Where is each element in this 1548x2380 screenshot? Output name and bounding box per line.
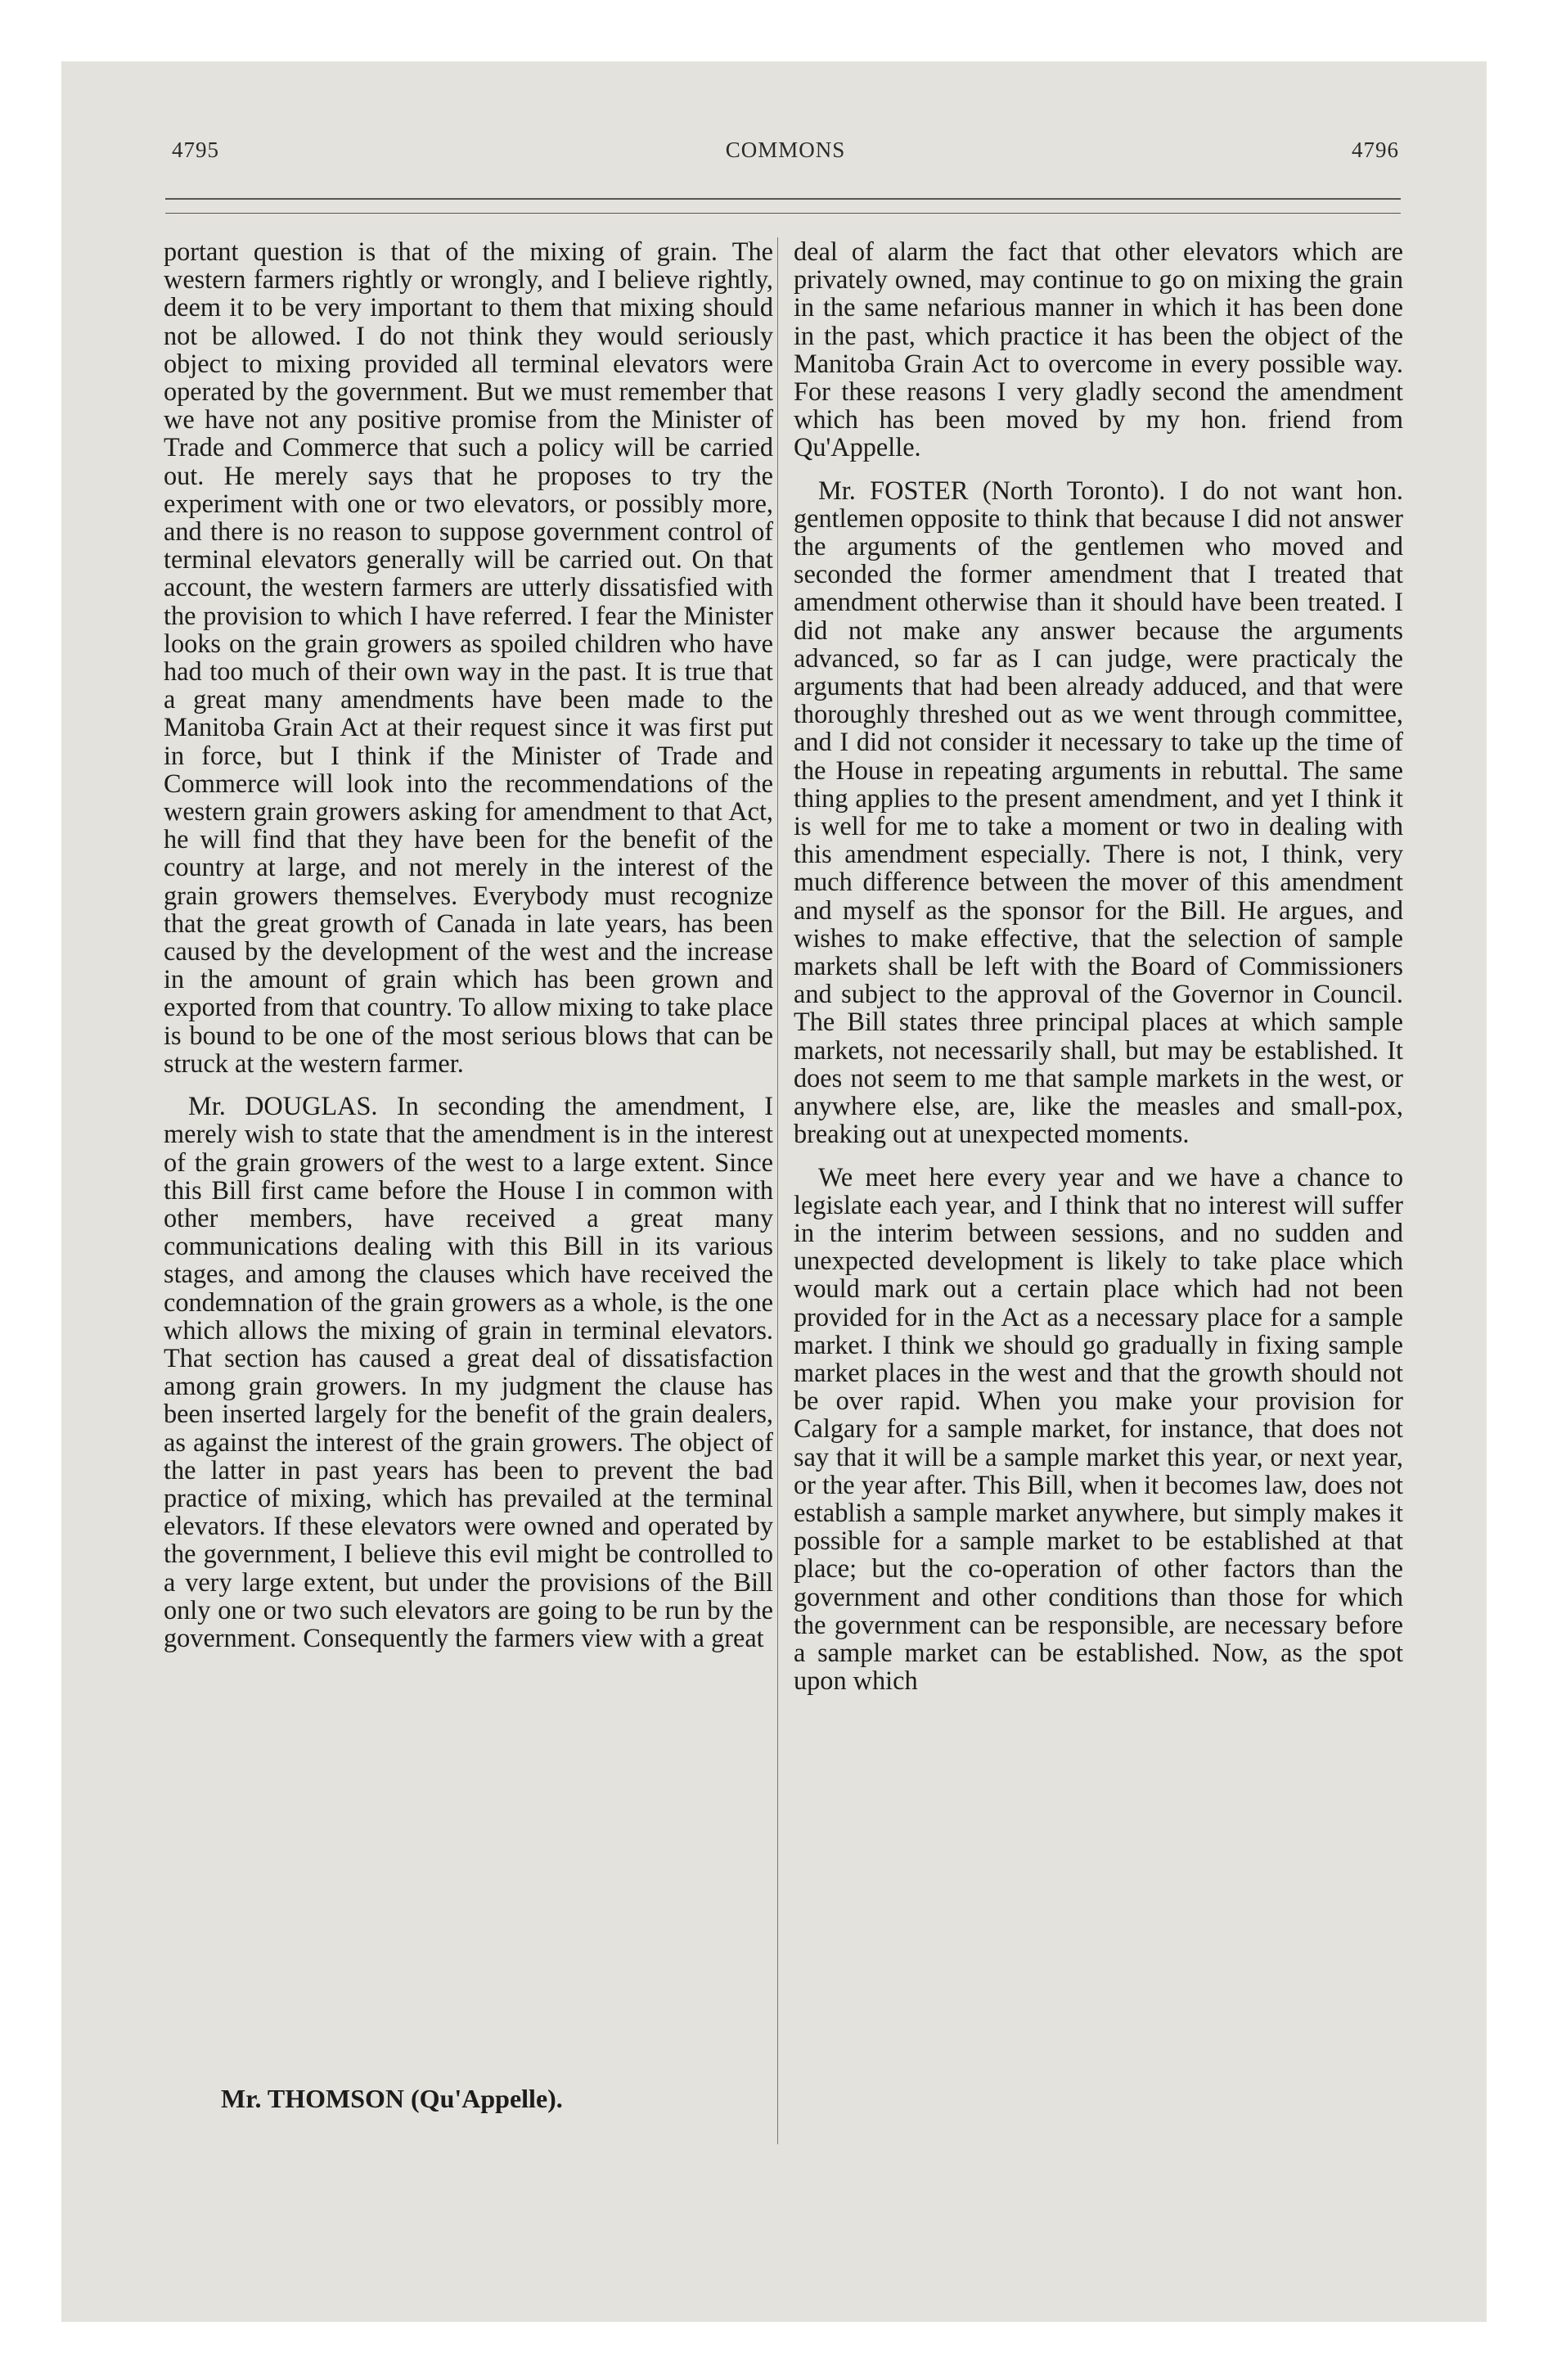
speaker-name: Mr. FOSTER (North Toronto). <box>818 475 1166 505</box>
right-column <box>794 237 1403 1694</box>
speaker-name: Mr. DOUGLAS. <box>188 1091 378 1121</box>
header-rule <box>165 198 1401 200</box>
running-title: COMMONS <box>725 137 846 162</box>
speech-text: I do not want hon. gentlemen opposite to think that because I did not answer the arguments of the gentlemen who moved and seconded the former amendment that I treated that amendment otherwise than it should have been treated. I did not make any answer because the arguments advanced, so far as I can judge, were practicaly the arguments that had been already adduced, and that were thoroughly threshed out as we went through committee, and I did not consider it necessary to take up the time of the House in repeating arguments in rebuttal. The same thing applies to the present amendment, and yet I think it is well for me to take a moment or two in dealing with this amendment especially. There is not, I think, very much difference between the mover of this amendment and myself as the sponsor for the Bill. He argues, and wishes to make effective, that the selection of sample markets shall be left with the Board of Commissioners and subject to the approval of the Governor in Council. The Bill states three principal places at which sample markets, not necessarily shall, but may be established. It does not seem to me that sample markets in the west, or anywhere else, are, like the measles and small-pox, breaking out at unexpected moments. <box>794 475 1403 1149</box>
header-rule-thin <box>165 213 1401 214</box>
paragraph <box>164 1092 773 1652</box>
page-number-left: 4795 <box>172 137 219 162</box>
column-divider <box>777 237 778 2144</box>
paragraph: portant question is that of the mixing of grain. The western farmers rightly or wrongly, and I believe rightly, deem it to be very important to them that mixing should not be allowed. I do not think they would seriously object to mixing provided all terminal elevators were operated by the government. But we must remember that we have not any positive promise from the Minister of Trade and Commerce that such a policy will be carried out. He merely says that he proposes to try the experiment with one or two elevators, or possibly more, and there is no reason to suppose government control of terminal elevators generally will be carried out. On that account, the western farmers are utterly dissatisfied with the provision to which I have referred. I fear the Minister looks on the grain growers as spoiled children who have had too much of their own way in the past. It is true that a great many amendments have been made to the Manitoba Grain Act at their request since it was first put in force, but I think if the Minister of Trade and Commerce will look into the recommendations of the western grain growers asking for amendment to that Act, he will find that they have been for the benefit of the country at large, and not merely in the interest of the grain growers themselves. Everybody must recognize that the great growth of Canada in late years, has been caused by the development of the west and the increase in the amount of grain which has been grown and exported from that country. To allow mixing to take place is bound to be one of the most serious blows that can be struck at the western farmer. <box>164 237 773 1078</box>
page-header <box>172 137 1399 170</box>
paragraph <box>794 476 1403 1148</box>
paragraph: deal of alarm the fact that other elevators which are privately owned, may continue to go on mixing the grain in the same nefarious manner in which it has been done in the past, which practice it has been the object of the Manitoba Grain Act to overcome in every possible way. For these reasons I very gladly second the amendment which has been moved by my hon. friend from Qu'Appelle. <box>794 237 1403 462</box>
page-number-right: 4796 <box>1352 137 1399 162</box>
closing-speaker: Mr. THOMSON (Qu'Appelle). <box>221 2084 563 2113</box>
speech-text: In seconding the amendment, I merely wish to state that the amendment is in the interest of the grain growers of the west to a large extent. Since this Bill first came before the House I in common with other members, have received a great many communications dealing with this Bill in its various stages, and among the clauses which have received the condemnation of the grain growers as a whole, is the one which allows the mixing of grain in terminal elevators. That section has caused a great deal of dissatisfaction among grain growers. In my judgment the clause has been inserted largely for the benefit of the grain dealers, as against the interest of the grain growers. The object of the latter in past years has been to prevent the bad practice of mixing, which has prevailed at the terminal elevators. If these elevators were owned and operated by the government, I believe this evil might be controlled to a very large extent, but under the provisions of the Bill only one or two such elevators are going to be run by the government. Consequently the farmers view with a great <box>164 1091 774 1652</box>
paragraph: We meet here every year and we have a chance to legislate each year, and I think that no interest will suffer in the interim between sessions, and no sudden and unexpected development is likely to take place which would mark out a certain place which had not been provided for in the Act as a necessary place for a sample market. I think we should go gradually in fixing sample market places in the west and that the growth should not be over rapid. When you make your provision for Calgary for a sample market, for instance, that does not say that it will be a sample market this year, or next year, or the year after. This Bill, when it becomes law, does not establish a sample market anywhere, but simply makes it possible for a sample market to be established at that place; but the co-operation of other factors than the government and other conditions than those for which the government can be responsible, are necessary before a sample market can be established. Now, as the spot upon which <box>794 1161 1403 1696</box>
left-column <box>164 237 773 1652</box>
